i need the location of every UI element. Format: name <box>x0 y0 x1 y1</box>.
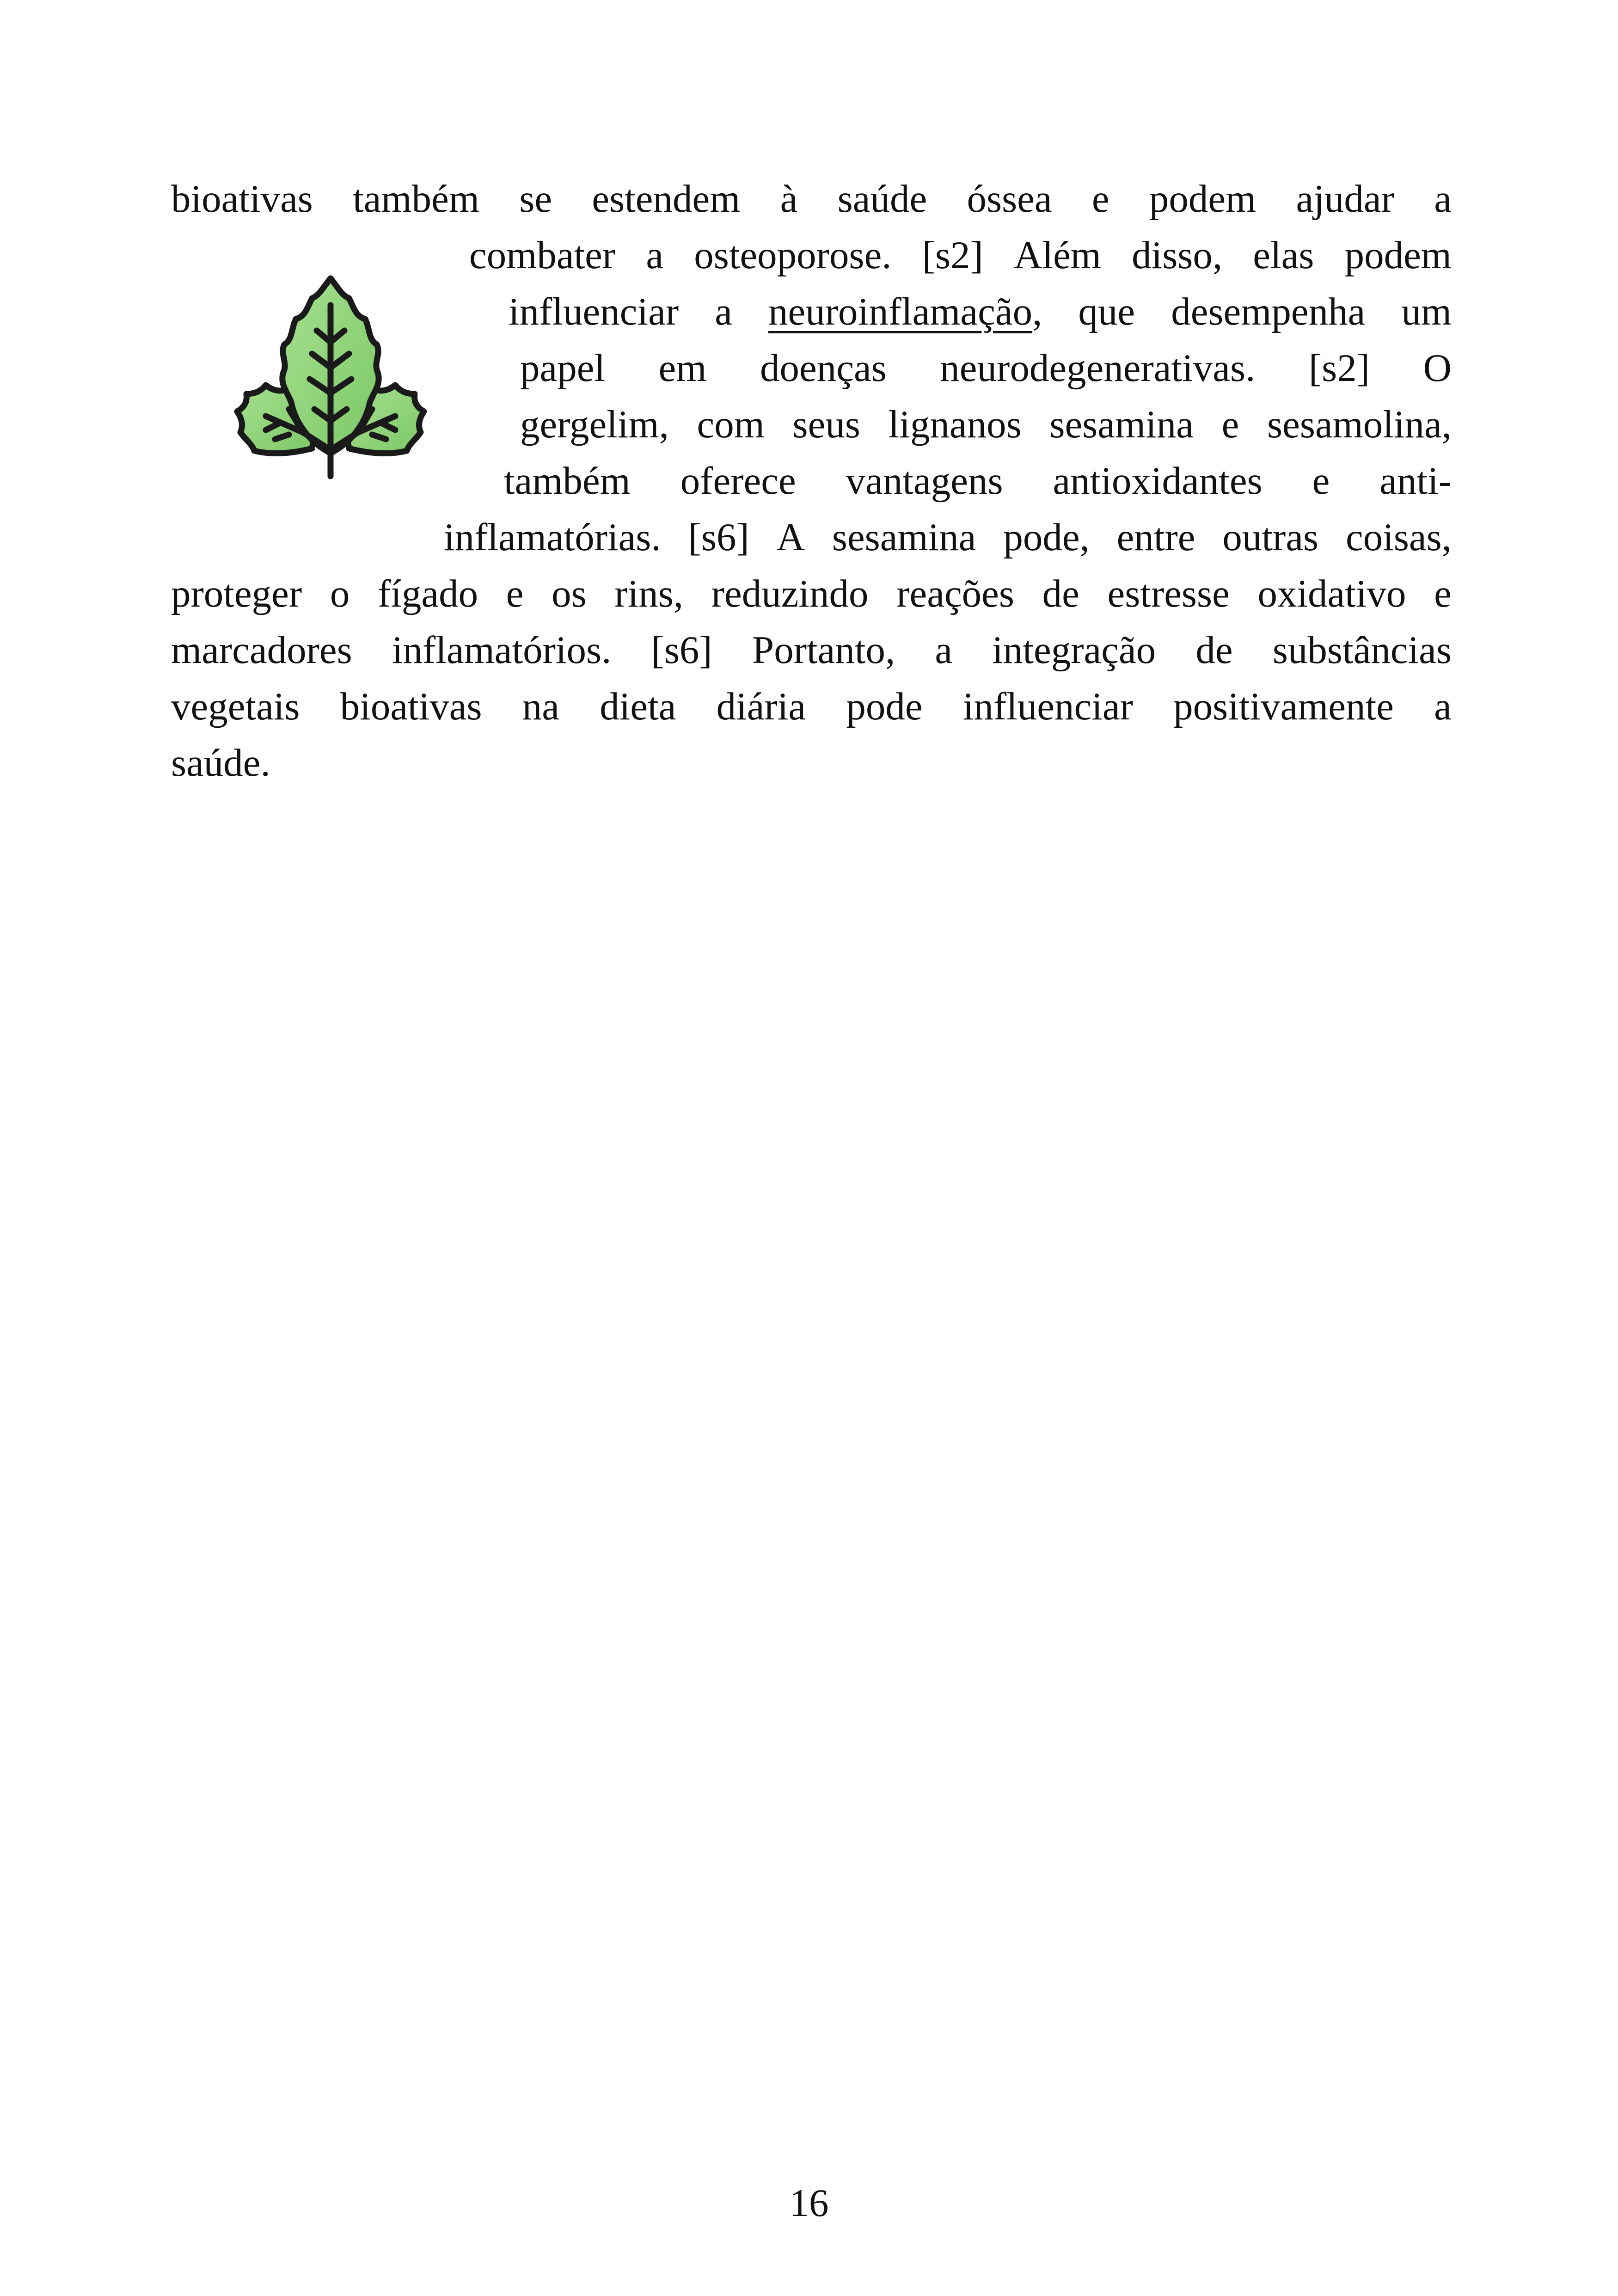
word: pode <box>846 685 923 728</box>
word: gergelim, <box>520 403 669 446</box>
word: inflamatórias. <box>444 516 661 559</box>
word: bioativas <box>171 177 313 221</box>
word: marcadores <box>171 628 352 672</box>
word: reduzindo <box>711 572 869 615</box>
word: sesamina <box>832 516 976 559</box>
text-line-7 <box>444 512 1452 563</box>
word: disso, <box>1132 233 1223 277</box>
word: e <box>1221 403 1239 446</box>
word: antioxidantes <box>1053 459 1263 503</box>
word: [s2] <box>1308 346 1370 390</box>
word: com <box>697 403 765 446</box>
word: vantagens <box>846 459 1003 503</box>
word: [s2] <box>922 233 983 277</box>
text-line-3 <box>509 286 1452 337</box>
word: e <box>506 572 524 615</box>
word: um <box>1401 290 1452 333</box>
word: fígado <box>377 572 478 615</box>
word: [s6] <box>651 628 712 672</box>
word: saúde. <box>171 741 270 785</box>
word: A <box>776 516 805 559</box>
page-number: 16 <box>789 2181 829 2225</box>
word: seus <box>792 403 860 446</box>
word: Além <box>1014 233 1101 277</box>
text-line-10 <box>171 681 1452 732</box>
word: que <box>1078 290 1135 333</box>
word: e <box>1434 572 1452 615</box>
word: outras <box>1222 516 1319 559</box>
word: sesamolina, <box>1267 403 1452 446</box>
word: sesamina <box>1049 403 1194 446</box>
text-line-6 <box>504 455 1452 506</box>
word: estresse <box>1107 572 1230 615</box>
word: elas <box>1253 233 1314 277</box>
word: de <box>1195 628 1233 672</box>
word: se <box>519 177 552 221</box>
word: e <box>1312 459 1330 503</box>
word: de <box>1042 572 1079 615</box>
underlined-term: neuroinflamação <box>768 290 1033 333</box>
word: influenciar <box>509 290 679 333</box>
word: à <box>780 177 798 221</box>
word: substâncias <box>1272 628 1452 672</box>
word: , <box>1032 290 1042 333</box>
word: também <box>353 177 479 221</box>
word: proteger <box>171 572 302 615</box>
word: diária <box>716 685 806 728</box>
word: doenças <box>760 346 887 390</box>
word: a <box>1434 177 1452 221</box>
word: a <box>646 233 664 277</box>
word: O <box>1423 346 1452 390</box>
word: óssea <box>967 177 1052 221</box>
word: vegetais <box>171 685 300 728</box>
word: podem <box>1344 233 1452 277</box>
text-line-1 <box>171 173 1452 224</box>
text-line-2 <box>469 230 1452 281</box>
underlined-term-with-comma <box>768 286 1042 337</box>
word: os <box>552 572 587 615</box>
word: oferece <box>680 459 796 503</box>
word: anti- <box>1379 459 1452 503</box>
word: também <box>504 459 631 503</box>
word: combater <box>469 233 616 277</box>
word: podem <box>1149 177 1256 221</box>
word: lignanos <box>888 403 1022 446</box>
word: influenciar <box>962 685 1133 728</box>
word: inflamatórios. <box>392 628 612 672</box>
word: em <box>658 346 707 390</box>
word: oxidativo <box>1257 572 1406 615</box>
word: desempenha <box>1171 290 1366 333</box>
text-line-8 <box>171 568 1452 619</box>
word: estendem <box>592 177 741 221</box>
text-line-11 <box>171 737 1452 788</box>
word: ajudar <box>1296 177 1394 221</box>
word: entre <box>1116 516 1195 559</box>
text-line-4 <box>520 343 1452 393</box>
word: neurodegenerativas. <box>940 346 1256 390</box>
word: dieta <box>600 685 676 728</box>
text-line-5 <box>520 399 1452 450</box>
word: a <box>1434 685 1452 728</box>
word: o <box>330 572 350 615</box>
leaf-icon <box>233 273 428 504</box>
word: rins, <box>614 572 684 615</box>
word: a <box>935 628 953 672</box>
word: Portanto, <box>752 628 895 672</box>
word: bioativas <box>340 685 482 728</box>
word: pode, <box>1003 516 1090 559</box>
word: coisas, <box>1346 516 1452 559</box>
word: positivamente <box>1173 685 1394 728</box>
word: reações <box>896 572 1014 615</box>
text-line-9 <box>171 625 1452 675</box>
word: saúde <box>837 177 927 221</box>
word: osteoporose. <box>694 233 892 277</box>
word: [s6] <box>688 516 749 559</box>
word: integração <box>992 628 1156 672</box>
word: e <box>1091 177 1109 221</box>
word: a <box>715 290 732 333</box>
word: na <box>522 685 560 728</box>
word: papel <box>520 346 606 390</box>
